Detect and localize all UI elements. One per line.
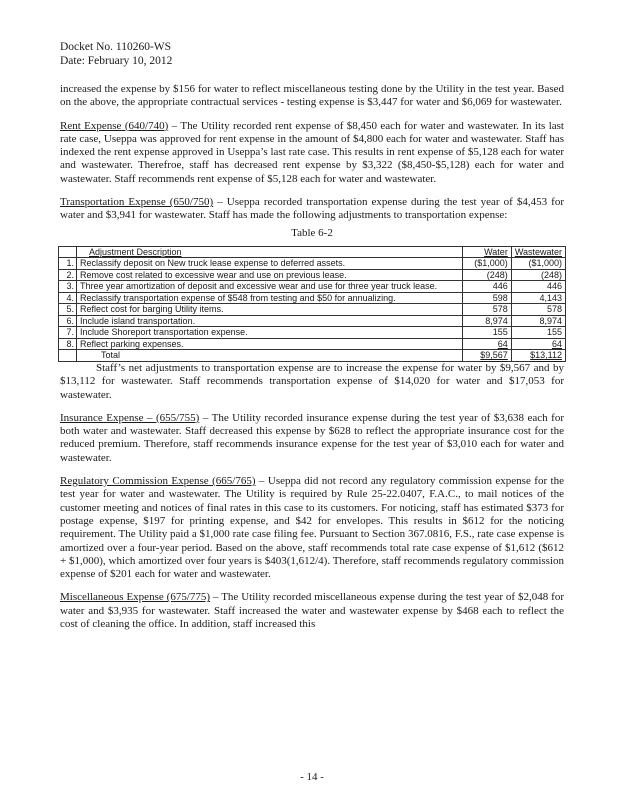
- row-description: Reclassify deposit on New truck lease expense to deferred assets.: [77, 258, 463, 270]
- miscellaneous-paragraph: [60, 591, 564, 631]
- header-num-cell: [59, 246, 77, 258]
- table-row: [59, 338, 566, 350]
- row-wastewater: (248): [511, 269, 565, 281]
- table-title: Table 6-2: [291, 226, 333, 239]
- header-description: Adjustment Description: [77, 246, 463, 258]
- total-water: $9,567: [462, 350, 511, 362]
- transportation-body: – Useppa recorded transportation expense during the test year of $4,453 for water and $3,941 for wastewater. Staff has made the following adjustments to transportation expense:: [60, 196, 564, 222]
- table-row: [59, 281, 566, 293]
- row-water: ($1,000): [462, 258, 511, 270]
- row-description: Reclassify transportation expense of $548 from testing and $50 for annualizing.: [77, 292, 463, 304]
- row-number: 6.: [59, 315, 77, 327]
- row-number: 5.: [59, 304, 77, 316]
- row-wastewater: 446: [511, 281, 565, 293]
- row-water: (248): [462, 269, 511, 281]
- document-date: Date: February 10, 2012: [60, 55, 173, 67]
- table-total-row: [59, 350, 566, 362]
- row-number: 7.: [59, 327, 77, 339]
- rent-heading: Rent Expense (640/740): [60, 119, 169, 132]
- row-number: 1.: [59, 258, 77, 270]
- insurance-body: – The Utility recorded insurance expense during the test year of $3,638 each for both water and wastewater. Staff decreased this expense by $628 to reflect the appropriate insurance cost for the reduced premium. Therefore, staff recommends insurance expense for the test year of $3,010 each for water and wastewater.: [60, 411, 564, 464]
- row-wastewater: ($1,000): [511, 258, 565, 270]
- row-description: Three year amortization of deposit and excessive wear and use for three year truck lease.: [77, 281, 463, 293]
- row-water: 8,974: [462, 315, 511, 327]
- row-water: 64: [462, 338, 511, 350]
- testing-paragraph: increased the expense by $156 for water to reflect miscellaneous testing done by the Utility in the test year. Based on the above, the appropriate contractual services - testing expense is $3,447 for water and $6,069 for wastewater.: [60, 83, 564, 109]
- total-label: Total: [77, 350, 463, 362]
- table-row: [59, 269, 566, 281]
- regulatory-heading: Regulatory Commission Expense (665/765): [60, 475, 256, 488]
- row-number: 8.: [59, 338, 77, 350]
- row-number: 4.: [59, 292, 77, 304]
- table-row: [59, 258, 566, 270]
- row-description: Include island transportation.: [77, 315, 463, 327]
- document-header: [60, 40, 172, 68]
- header-water: Water: [462, 246, 511, 258]
- row-number: 2.: [59, 269, 77, 281]
- rent-paragraph: [60, 120, 564, 186]
- row-description: Reflect cost for barging Utility items.: [77, 304, 463, 316]
- table-row: [59, 304, 566, 316]
- miscellaneous-body: – The Utility recorded miscellaneous expense during the test year of $2,048 for water and $3,935 for wastewater. Staff increased the water and wastewater expense by $468 each to reflect the cost of cleaning the office. In addition, staff increased this: [60, 591, 565, 631]
- total-wastewater: $13,112: [511, 350, 565, 362]
- table-row: [59, 315, 566, 327]
- insurance-paragraph: [60, 412, 564, 465]
- transportation-paragraph: [60, 196, 564, 223]
- adjustment-table: [58, 246, 566, 362]
- docket-number: Docket No. 110260-WS: [60, 41, 172, 53]
- document-body: [60, 83, 564, 641]
- total-num-cell: [59, 350, 77, 362]
- row-wastewater: 8,974: [511, 315, 565, 327]
- regulatory-paragraph: [60, 475, 564, 581]
- row-water: 446: [462, 281, 511, 293]
- row-water: 155: [462, 327, 511, 339]
- transportation-heading: Transportation Expense (650/750): [60, 196, 214, 209]
- net-adjustments-paragraph: Staff’s net adjustments to transportation expense are to increase the expense for water by $9,567 and by $13,112 for wastewater. Staff recommends transportation expense of $14,020 for water and $17,053 for wastewater.: [60, 361, 564, 401]
- row-water: 578: [462, 304, 511, 316]
- row-description: Remove cost related to excessive wear and use on previous lease.: [77, 269, 463, 281]
- row-wastewater: 155: [511, 327, 565, 339]
- row-description: Reflect parking expenses.: [77, 338, 463, 350]
- table-row: [59, 327, 566, 339]
- header-wastewater: Wastewater: [511, 246, 565, 258]
- table-row: [59, 292, 566, 304]
- row-number: 3.: [59, 281, 77, 293]
- row-description: Include Shoreport transportation expense.: [77, 327, 463, 339]
- rent-body: – The Utility recorded rent expense of $8,450 each for water and wastewater. In its last rate case, Useppa was approved for rent expense in the amount of $4,800 each for water and wastewater. Staff has indexed the rent expense approved in Useppa’s last rate case. This results in rent expense of $5,128 each for water and wastewater. Therefroe, staff has decreased rent expense by $3,322 ($8,450-$5,128) each for water and wastewater. Staff recommends rent expense of $5,128 each for water and wastewater.: [60, 119, 564, 185]
- regulatory-body: – Useppa did not record any regulatory commission expense for the test year for water and wastewater. The Utility is required by Rule 25-22.0407, F.A.C., to mail notices of the customer meeting and notices of final rates in this case to its customers. For noticing, staff has estimated $373 for postage expense, $197 for printing expense, and $42 for envelopes. This results in $612 for the noticing requirement. The Utility paid a $1,000 rate case filing fee. Pursuant to Section 367.0816, F.S., rate case expense is amortized over a four-year period. Based on the above, staff recommends total rate case expense of $1,612 ($612 + $1,000), which amortized over four years is $403(1,612/4). Therefore, staff recommends regulatory commission expense of $201 each for water and wastewater.: [60, 475, 564, 581]
- miscellaneous-heading: Miscellaneous Expense (675/775): [60, 591, 211, 604]
- table-header-row: [59, 246, 566, 258]
- row-wastewater: 64: [511, 338, 565, 350]
- insurance-heading: Insurance Expense – (655/755): [60, 411, 200, 424]
- row-wastewater: 578: [511, 304, 565, 316]
- page-number: - 14 -: [300, 771, 324, 783]
- row-water: 598: [462, 292, 511, 304]
- row-wastewater: 4,143: [511, 292, 565, 304]
